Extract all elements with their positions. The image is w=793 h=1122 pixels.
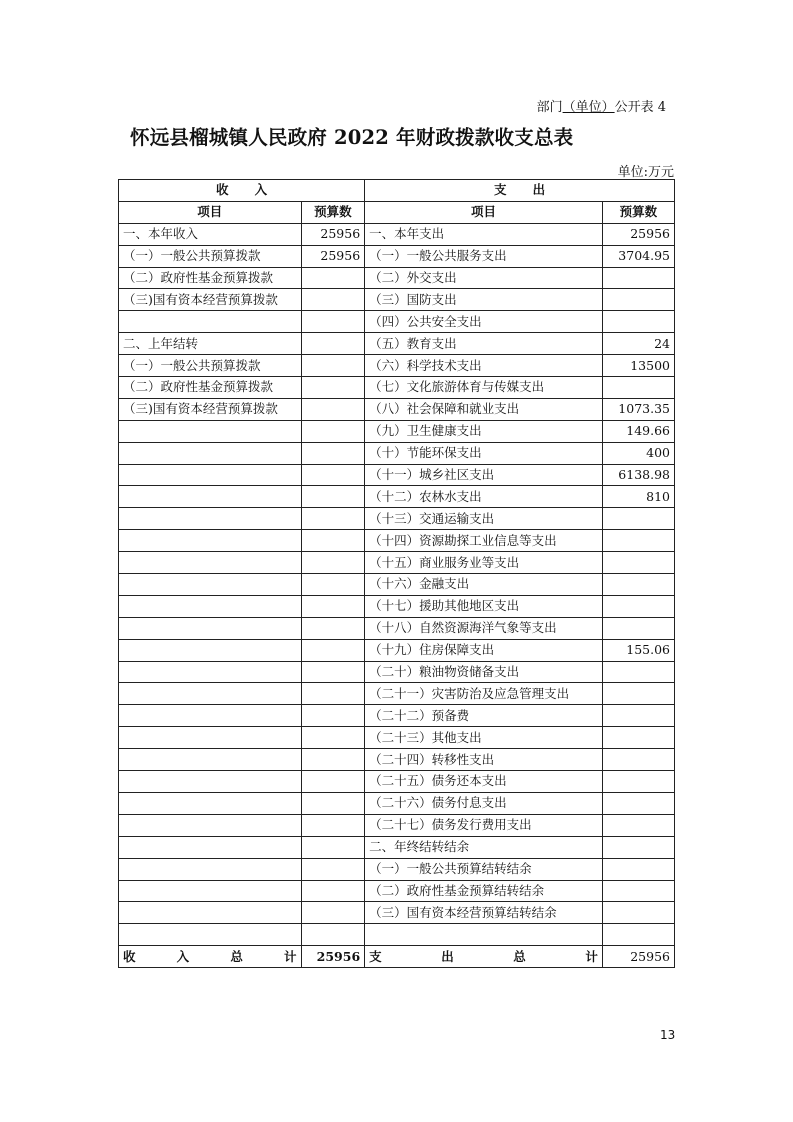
income-value-cell (301, 333, 365, 355)
expense-item-cell: （六）科学技术支出 (365, 355, 603, 377)
income-item-cell (119, 858, 302, 880)
table-row (119, 880, 675, 902)
table-row (119, 377, 675, 399)
table-row (119, 924, 675, 946)
table-row (119, 639, 675, 661)
income-total-value: 25956 (301, 946, 365, 968)
income-value-cell (301, 771, 365, 793)
income-header: 收 入 (119, 180, 365, 202)
income-item-cell: （一）一般公共预算拨款 (119, 355, 302, 377)
income-item-cell (119, 902, 302, 924)
expense-value-cell: 24 (602, 333, 674, 355)
expense-item-cell: （二）政府性基金预算结转结余 (365, 880, 603, 902)
income-item-cell (119, 683, 302, 705)
expense-value-cell (602, 924, 674, 946)
expense-value-cell (602, 836, 674, 858)
section-header-row (119, 180, 675, 202)
income-item-cell (119, 771, 302, 793)
table-row (119, 398, 675, 420)
income-item-cell (119, 311, 302, 333)
table-body (119, 180, 675, 968)
income-value-cell (301, 289, 365, 311)
table-row (119, 771, 675, 793)
income-value-cell (301, 617, 365, 639)
income-item-cell (119, 705, 302, 727)
income-value-cell (301, 486, 365, 508)
expense-item-cell: （十四）资源勘探工业信息等支出 (365, 530, 603, 552)
expense-item-cell: （十九）住房保障支出 (365, 639, 603, 661)
expense-value-cell (602, 617, 674, 639)
doc-code-unit: （单位） (562, 100, 615, 115)
document-code (537, 96, 666, 115)
income-value-cell (301, 398, 365, 420)
doc-code-prefix: 部门 (536, 100, 563, 115)
expense-total-value: 25956 (602, 946, 674, 968)
expense-value-cell (602, 705, 674, 727)
income-value-cell (301, 792, 365, 814)
expense-value-cell (602, 289, 674, 311)
table-row (119, 442, 675, 464)
table-row (119, 574, 675, 596)
expense-budget-header: 预算数 (602, 201, 674, 223)
page-title: 怀远县榴城镇人民政府 2022 年财政拨款收支总表 (130, 126, 574, 149)
expense-item-cell: （二十六）债务付息支出 (365, 792, 603, 814)
expense-item-cell: （二十三）其他支出 (365, 727, 603, 749)
expense-value-cell (602, 595, 674, 617)
income-value-cell (301, 836, 365, 858)
income-item-cell (119, 552, 302, 574)
income-item-cell (119, 617, 302, 639)
table-row (119, 836, 675, 858)
expense-value-cell: 3704.95 (602, 245, 674, 267)
expense-value-cell (602, 749, 674, 771)
expense-item-cell: （二十一）灾害防治及应急管理支出 (365, 683, 603, 705)
income-item-cell (119, 595, 302, 617)
expense-item-cell: （十）节能环保支出 (365, 442, 603, 464)
expense-item-cell: 二、年终结转结余 (365, 836, 603, 858)
expense-item-cell: （十七）援助其他地区支出 (365, 595, 603, 617)
income-value-cell (301, 420, 365, 442)
expense-item-cell: （七）文化旅游体育与传媒支出 (365, 377, 603, 399)
expense-value-cell (602, 858, 674, 880)
income-item-cell (119, 420, 302, 442)
income-item-cell (119, 792, 302, 814)
income-value-cell (301, 749, 365, 771)
expense-value-cell (602, 880, 674, 902)
table-row (119, 858, 675, 880)
table-row (119, 552, 675, 574)
income-item-cell (119, 836, 302, 858)
expense-value-cell: 400 (602, 442, 674, 464)
unit-label: 单位:万元 (617, 165, 674, 180)
expense-value-cell: 13500 (602, 355, 674, 377)
income-item-cell (119, 639, 302, 661)
income-item-cell: 二、上年结转 (119, 333, 302, 355)
expense-header: 支 出 (365, 180, 675, 202)
expense-item-cell: （十八）自然资源海洋气象等支出 (365, 617, 603, 639)
income-value-cell (301, 311, 365, 333)
expense-item-cell: （二十五）债务还本支出 (365, 771, 603, 793)
income-item-cell (119, 574, 302, 596)
expense-item-cell: （三）国有资本经营预算结转结余 (365, 902, 603, 924)
income-item-cell (119, 727, 302, 749)
expense-value-cell (602, 771, 674, 793)
income-item-cell (119, 880, 302, 902)
income-item-cell (119, 924, 302, 946)
expense-value-cell (602, 530, 674, 552)
expense-item-cell: （四）公共安全支出 (365, 311, 603, 333)
total-row (119, 946, 675, 968)
expense-value-cell (602, 574, 674, 596)
table-row (119, 420, 675, 442)
expense-value-cell (602, 508, 674, 530)
income-value-cell (301, 902, 365, 924)
income-value-cell (301, 530, 365, 552)
expense-item-cell: （九）卫生健康支出 (365, 420, 603, 442)
expense-value-cell: 149.66 (602, 420, 674, 442)
column-header-row (119, 201, 675, 223)
table-row (119, 661, 675, 683)
income-value-cell (301, 442, 365, 464)
table-row (119, 245, 675, 267)
expense-value-cell (602, 311, 674, 333)
income-value-cell (301, 661, 365, 683)
table-row (119, 683, 675, 705)
table-row (119, 595, 675, 617)
expense-item-cell (365, 924, 603, 946)
expense-value-cell: 6138.98 (602, 464, 674, 486)
expense-item-cell: （十五）商业服务业等支出 (365, 552, 603, 574)
income-value-cell (301, 880, 365, 902)
income-value-cell (301, 639, 365, 661)
income-value-cell (301, 574, 365, 596)
income-item-cell: （二）政府性基金预算拨款 (119, 267, 302, 289)
expense-item-cell: （十六）金融支出 (365, 574, 603, 596)
table-row (119, 902, 675, 924)
income-value-cell (301, 727, 365, 749)
income-item-cell (119, 661, 302, 683)
table-row (119, 486, 675, 508)
income-value-cell: 25956 (301, 223, 365, 245)
income-value-cell (301, 508, 365, 530)
income-item-cell (119, 508, 302, 530)
expense-value-cell: 810 (602, 486, 674, 508)
expense-item-cell: （三）国防支出 (365, 289, 603, 311)
expense-item-cell: （二）外交支出 (365, 267, 603, 289)
income-value-cell (301, 267, 365, 289)
income-total-label: 收入总计 (119, 946, 302, 968)
income-value-cell (301, 464, 365, 486)
table-row (119, 464, 675, 486)
expense-item-cell: （二十）粮油物资储备支出 (365, 661, 603, 683)
table-row (119, 223, 675, 245)
income-item-cell (119, 814, 302, 836)
expense-item-cell: （十一）城乡社区支出 (365, 464, 603, 486)
expense-item-header: 项目 (365, 201, 603, 223)
expense-value-cell (602, 814, 674, 836)
expense-value-cell: 155.06 (602, 639, 674, 661)
income-value-cell (301, 683, 365, 705)
expense-total-label: 支出总计 (365, 946, 603, 968)
table-row (119, 311, 675, 333)
table-row (119, 727, 675, 749)
income-item-cell: （三)国有资本经营预算拨款 (119, 398, 302, 420)
expense-item-cell: （十二）农林水支出 (365, 486, 603, 508)
table-row (119, 705, 675, 727)
table-row (119, 267, 675, 289)
expense-value-cell (602, 683, 674, 705)
income-item-cell: 一、本年收入 (119, 223, 302, 245)
expense-value-cell (602, 377, 674, 399)
expense-value-cell (602, 792, 674, 814)
expense-value-cell: 1073.35 (602, 398, 674, 420)
income-item-header: 项目 (119, 201, 302, 223)
table-row (119, 530, 675, 552)
expense-value-cell (602, 661, 674, 683)
table-row (119, 355, 675, 377)
expense-item-cell: （一）一般公共预算结转结余 (365, 858, 603, 880)
table-row (119, 333, 675, 355)
income-value-cell (301, 377, 365, 399)
expense-item-cell: （五）教育支出 (365, 333, 603, 355)
expense-item-cell: （八）社会保障和就业支出 (365, 398, 603, 420)
income-item-cell: （三)国有资本经营预算拨款 (119, 289, 302, 311)
expense-value-cell: 25956 (602, 223, 674, 245)
income-budget-header: 预算数 (301, 201, 365, 223)
income-item-cell (119, 464, 302, 486)
income-value-cell (301, 552, 365, 574)
income-value-cell (301, 924, 365, 946)
income-value-cell (301, 355, 365, 377)
expense-item-cell: （二十四）转移性支出 (365, 749, 603, 771)
expense-item-cell: （一）一般公共服务支出 (365, 245, 603, 267)
income-value-cell (301, 705, 365, 727)
income-value-cell (301, 858, 365, 880)
expense-value-cell (602, 552, 674, 574)
table-row (119, 749, 675, 771)
expense-item-cell: （二十二）预备费 (365, 705, 603, 727)
income-value-cell: 25956 (301, 245, 365, 267)
income-item-cell: （二）政府性基金预算拨款 (119, 377, 302, 399)
expense-value-cell (602, 902, 674, 924)
income-item-cell (119, 749, 302, 771)
expense-value-cell (602, 267, 674, 289)
table-row (119, 814, 675, 836)
finance-table (118, 179, 675, 968)
income-value-cell (301, 595, 365, 617)
income-value-cell (301, 814, 365, 836)
expense-value-cell (602, 727, 674, 749)
page-number: 13 (660, 1028, 676, 1042)
income-item-cell: （一）一般公共预算拨款 (119, 245, 302, 267)
table-row (119, 792, 675, 814)
income-item-cell (119, 442, 302, 464)
income-item-cell (119, 486, 302, 508)
expense-item-cell: （二十七）债务发行费用支出 (365, 814, 603, 836)
table-row (119, 508, 675, 530)
expense-item-cell: （十三）交通运输支出 (365, 508, 603, 530)
table-row (119, 289, 675, 311)
doc-code-suffix: 公开表 4 (614, 100, 666, 115)
expense-item-cell: 一、本年支出 (365, 223, 603, 245)
table-row (119, 617, 675, 639)
income-item-cell (119, 530, 302, 552)
